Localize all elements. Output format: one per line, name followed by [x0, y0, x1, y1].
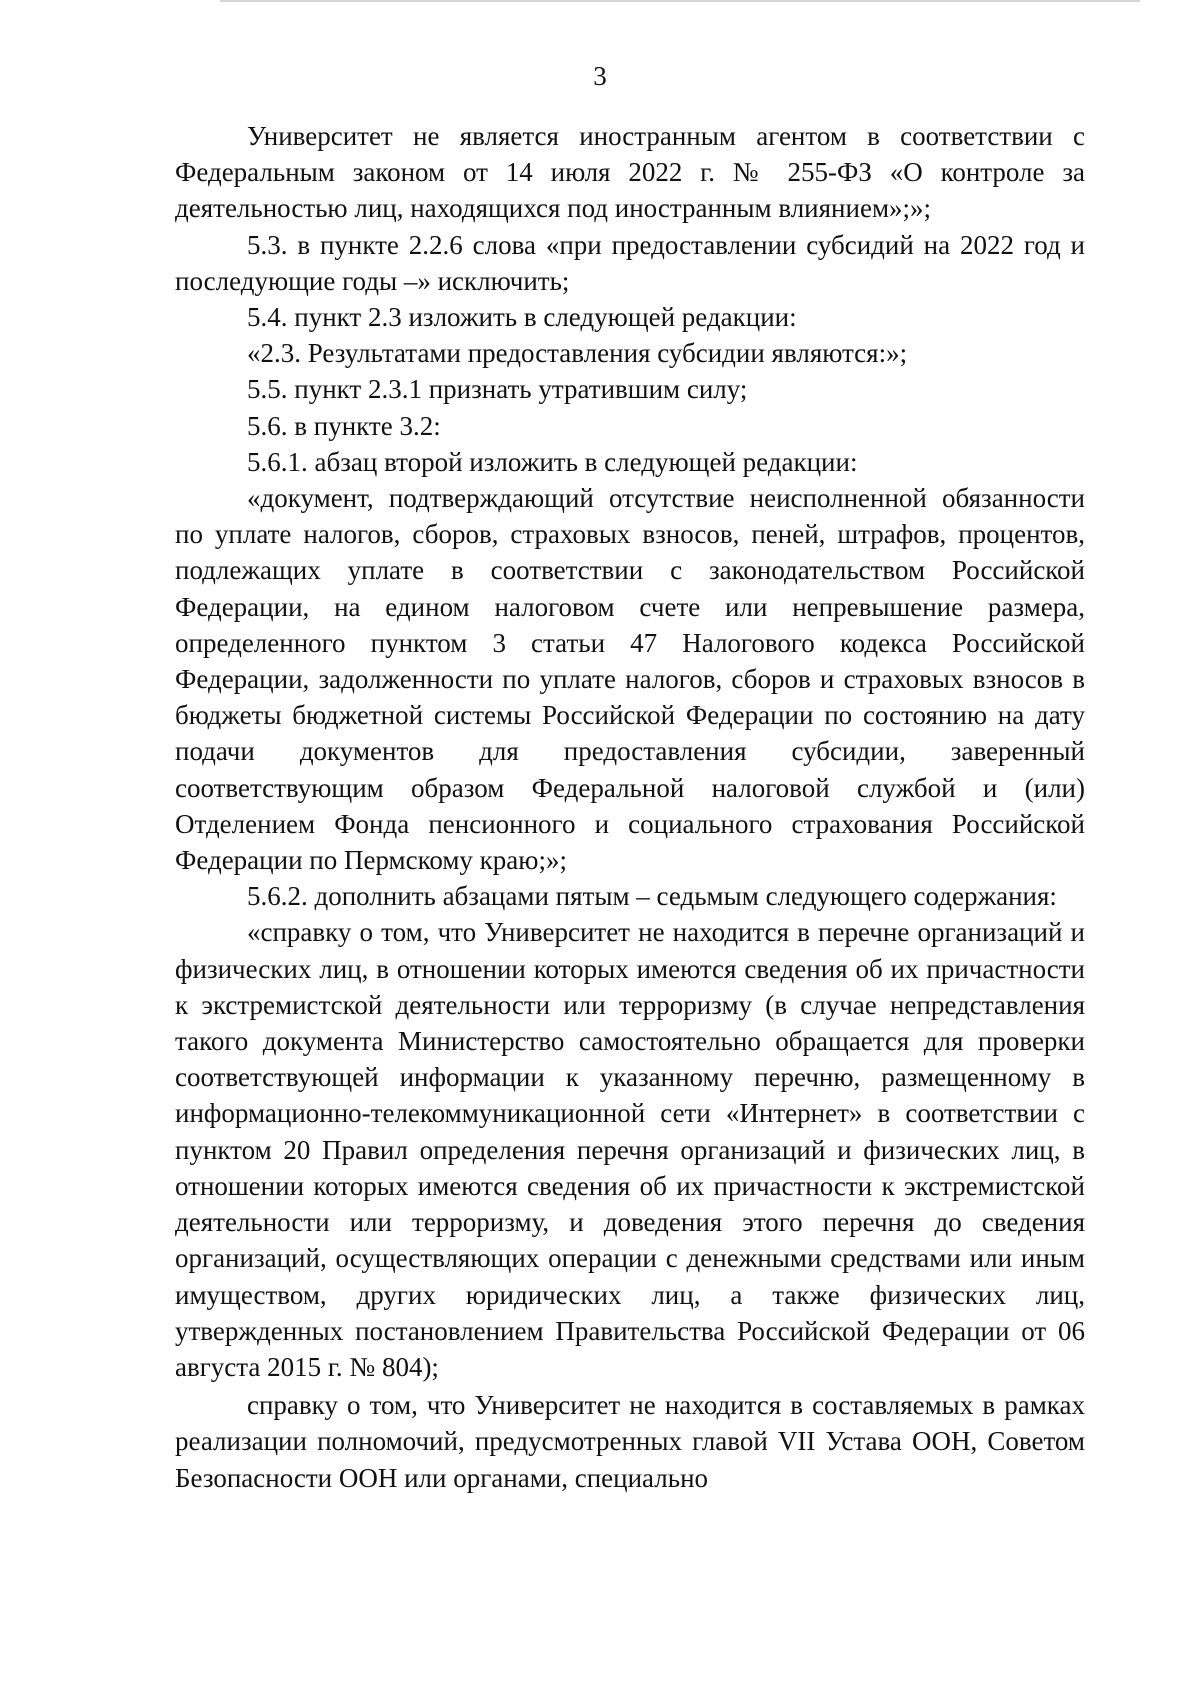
- paragraph-5-6-2: 5.6.2. дополнить абзацами пятым – седьмым следующего содержания:: [247, 881, 1057, 912]
- paragraph-5-6-1: 5.6.1. абзац второй изложить в следующей редакции:: [247, 446, 858, 477]
- scan-top-edge: [220, 0, 1140, 2]
- paragraph-tax-document: «документ, подтверждающий отсутствие неисполненной обязанности по уплате налогов, сборов, страховых взносов, пеней, штрафов, процентов, подлежащих уплате в соответствии с законодательством Российской Федерации, на едином налоговом счете или непревышение размера, определенного пунктом 3 статьи 47 Налогового кодекса Российской Федерации, задолженности по уплате налогов, сборов и страховых взносов в бюджеты бюджетной системы Российской Федерации по состоянию на дату подачи документов для предоставления субсидии, заверенный соответствующим образом Федеральной налоговой службой и (или) Отделением Фонда пенсионного и социального страхования Российской Федерации по Пермскому краю;»;: [175, 483, 1085, 876]
- paragraph-5-3: 5.3. в пункте 2.2.6 слова «при предоставлении субсидий на 2022 год и последующие годы –» исключить;: [175, 229, 1085, 296]
- paragraph-extremism-certificate: «справку о том, что Университет не находится в перечне организаций и физических лиц, в отношении которых имеются сведения об их причастности к экстремистской деятельности или терроризму (в случае непредставления такого документа Министерство самостоятельно обращается для проверки соответствующей информации к указанному перечню, размещенному в информационно-телекоммуникационной сети «Интернет» в соответствии с пунктом 20 Правил определения перечня организаций и физических лиц, в отношении которых имеются сведения об их причастности к экстремистской деятельности или терроризму, и доведения этого перечня до сведения организаций, осуществляющих операции с денежными средствами или иным имуществом, других юридических лиц, а также физических лиц, утвержденных постановлением Правительства Российской Федерации от 06 августа 2015 г. № 804);: [175, 917, 1085, 1382]
- paragraph-2-3-quote: «2.3. Результатами предоставления субсидии являются:»;: [247, 338, 908, 369]
- paragraph-5-4: 5.4. пункт 2.3 изложить в следующей редакции:: [247, 302, 797, 333]
- page-number: 3: [593, 61, 607, 91]
- paragraph-un-certificate: справку о том, что Университет не находится в составляемых в рамках реализации полномочий, предусмотренных главой VII Устава ООН, Советом Безопасности ООН или органами, специально: [175, 1390, 1085, 1493]
- paragraph-5-6: 5.6. в пункте 3.2:: [247, 410, 441, 441]
- document-body: [175, 118, 1085, 1496]
- paragraph-foreign-agent: Университет не является иностранным агентом в соответствии с Федеральным законом от 14 июля 2022 г. № 255-ФЗ «О контроле за деятельностью лиц, находящихся под иностранным влиянием»;»;: [175, 121, 1085, 224]
- paragraph-5-5: 5.5. пункт 2.3.1 признать утратившим силу;: [247, 374, 748, 405]
